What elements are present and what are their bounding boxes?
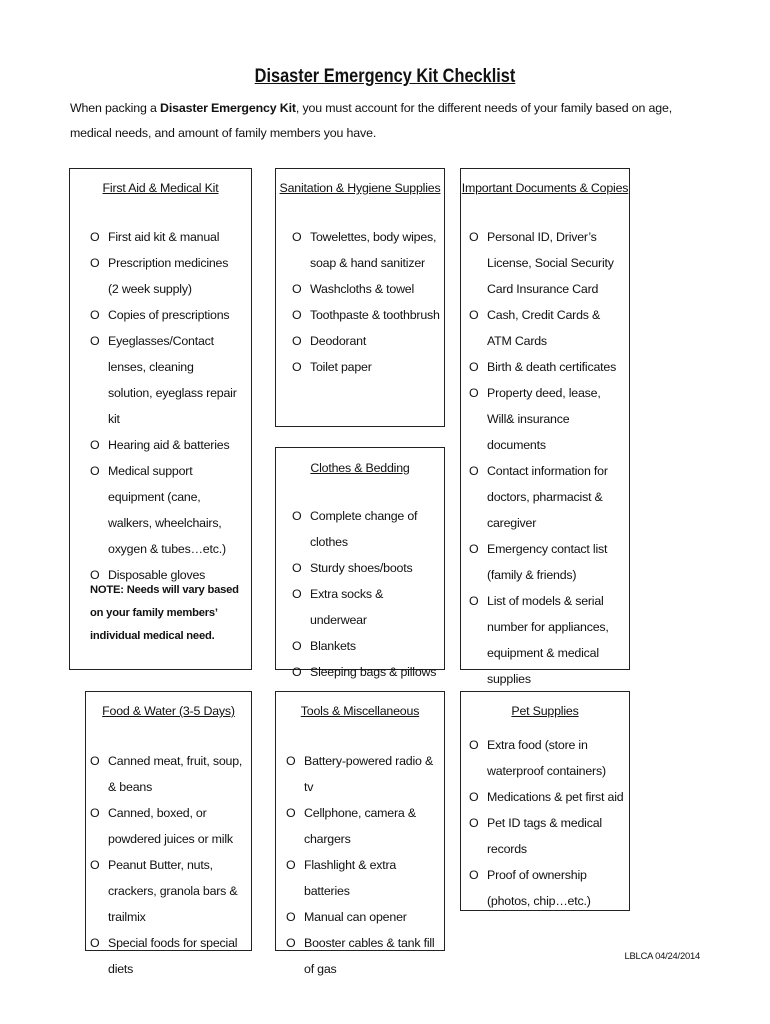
checklist-item-label: List of models & serial number for appliances, equipment & medical supplies [487, 594, 609, 686]
checklist-item [465, 588, 625, 692]
checklist-item-label: Emergency contact list (family & friends) [487, 542, 608, 582]
checkbox-circle-icon[interactable]: O [469, 816, 479, 830]
document-title: Disaster Emergency Kit Checklist [254, 66, 516, 87]
section-title: Important Documents & Copies [461, 181, 629, 195]
section-first-aid [69, 168, 252, 670]
checklist-item [86, 328, 238, 432]
checkbox-circle-icon[interactable]: O [286, 910, 296, 924]
checkbox-circle-icon[interactable]: O [292, 334, 302, 348]
checklist-item [465, 458, 625, 536]
checklist-item [465, 732, 625, 784]
checklist-item [288, 633, 443, 659]
checklist-item [465, 354, 625, 380]
checklist-item [282, 852, 440, 904]
checklist-item-label: Contact information for doctors, pharmacist & caregiver [487, 464, 608, 530]
checklist-item-label: Towelettes, body wipes, soap & hand sanitizer [310, 230, 437, 270]
checkbox-circle-icon[interactable]: O [90, 806, 100, 820]
item-list [288, 503, 443, 685]
checklist-item-label: Property deed, lease, Will& insurance documents [487, 386, 601, 452]
checklist-item-label: Canned, boxed, or powdered juices or milk [108, 806, 233, 846]
checklist-item-label: Medical support equipment (cane, walkers, wheelchairs, oxygen & tubes…etc.) [108, 464, 226, 556]
checkbox-circle-icon[interactable]: O [90, 464, 100, 478]
checklist-item-label: Deodorant [310, 334, 367, 348]
checklist-item [288, 555, 443, 581]
checklist-item-label: Cash, Credit Cards & ATM Cards [487, 308, 601, 348]
checkbox-circle-icon[interactable]: O [286, 806, 296, 820]
checklist-item [288, 659, 443, 685]
checklist-item [282, 800, 440, 852]
intro-text-start: When packing a [70, 101, 161, 115]
checkbox-circle-icon[interactable]: O [292, 282, 302, 296]
section-sanitation [275, 168, 445, 427]
checklist-item [465, 810, 625, 862]
checklist-item-label: Sleeping bags & pillows [310, 665, 437, 679]
checkbox-circle-icon[interactable]: O [292, 509, 302, 523]
intro-paragraph [70, 96, 696, 146]
checkbox-circle-icon[interactable]: O [469, 386, 479, 400]
checklist-item-label: Toothpaste & toothbrush [310, 308, 440, 322]
checklist-item-label: Flashlight & extra batteries [304, 858, 397, 898]
checklist-item-label: Washcloths & towel [310, 282, 415, 296]
checklist-item-label: Complete change of clothes [310, 509, 418, 549]
checklist-item-label: Extra socks & underwear [310, 587, 384, 627]
checklist-item-label: Booster cables & tank fill of gas [304, 936, 435, 976]
section-title: Pet Supplies [511, 704, 579, 718]
checklist-item-label: Battery-powered radio & tv [304, 754, 434, 794]
document-footer-code: LBLCA 04/24/2014 [624, 950, 700, 961]
checklist-item-label: Medications & pet first aid [487, 790, 624, 804]
item-list [86, 224, 238, 588]
checklist-item-label: Blankets [310, 639, 356, 653]
section-title: Food & Water (3-5 Days) [102, 704, 235, 718]
checklist-item [288, 302, 440, 328]
checkbox-circle-icon[interactable]: O [286, 936, 296, 950]
section-clothes [275, 447, 445, 679]
checkbox-circle-icon[interactable]: O [292, 665, 302, 679]
checkbox-circle-icon[interactable]: O [469, 542, 479, 556]
checklist-item [86, 432, 238, 458]
section-note: NOTE: Needs will vary based on your family members’ individual medical need. [90, 584, 239, 642]
checklist-item-label: Proof of ownership (photos, chip…etc.) [487, 868, 591, 908]
checklist-item [86, 250, 238, 302]
checklist-item-label: Manual can opener [304, 910, 407, 924]
checklist-item [465, 536, 625, 588]
checkbox-circle-icon[interactable]: O [469, 594, 479, 608]
checkbox-circle-icon[interactable]: O [469, 790, 479, 804]
checklist-item [465, 784, 625, 810]
checkbox-circle-icon[interactable]: O [292, 561, 302, 575]
checklist-item [282, 904, 440, 930]
checkbox-circle-icon[interactable]: O [292, 230, 302, 244]
section-title: First Aid & Medical Kit [102, 181, 219, 195]
checkbox-circle-icon[interactable]: O [469, 738, 479, 752]
section-pets [460, 691, 630, 911]
checkbox-circle-icon[interactable]: O [286, 754, 296, 768]
checklist-item [465, 380, 625, 458]
checkbox-circle-icon[interactable]: O [469, 360, 479, 374]
checklist-item-label: Pet ID tags & medical records [487, 816, 602, 856]
checklist-item-label: Special foods for special diets [108, 936, 238, 976]
checklist-item [86, 302, 238, 328]
checkbox-circle-icon[interactable]: O [469, 464, 479, 478]
section-food [85, 691, 252, 976]
checklist-item-label: Prescription medicines (2 week supply) [108, 256, 229, 296]
checklist-item [86, 748, 248, 800]
checklist-item [86, 852, 248, 930]
checkbox-circle-icon[interactable]: O [90, 754, 100, 768]
checklist-item [288, 328, 440, 354]
section-tools [275, 691, 445, 976]
checkbox-circle-icon[interactable]: O [469, 868, 479, 882]
item-list [288, 224, 440, 380]
checkbox-circle-icon[interactable]: O [90, 230, 100, 244]
item-list [282, 748, 440, 982]
checkbox-circle-icon[interactable]: O [90, 334, 100, 348]
checklist-item [282, 930, 440, 982]
checklist-item [465, 302, 625, 354]
checklist-item-label: Sturdy shoes/boots [310, 561, 413, 575]
checklist-item-label: Disposable gloves [108, 568, 206, 582]
checklist-item [288, 276, 440, 302]
checkbox-circle-icon[interactable]: O [90, 256, 100, 270]
checklist-item-label: Toilet paper [310, 360, 372, 374]
checkbox-circle-icon[interactable]: O [292, 360, 302, 374]
item-list [86, 748, 248, 982]
checklist-item-label: Copies of prescriptions [108, 308, 230, 322]
checkbox-circle-icon[interactable]: O [292, 308, 302, 322]
intro-text-bold: Disaster Emergency Kit [160, 101, 296, 115]
checklist-item-label: Birth & death certificates [487, 360, 617, 374]
checklist-item-label: Cellphone, camera & chargers [304, 806, 416, 846]
checklist-item [86, 458, 238, 562]
checklist-item-label: Hearing aid & batteries [108, 438, 230, 452]
item-list [465, 224, 625, 692]
checkbox-circle-icon[interactable]: O [469, 230, 479, 244]
checklist-item-label: Extra food (store in waterproof containers) [487, 738, 606, 778]
checklist-item [465, 862, 625, 914]
checklist-item [282, 748, 440, 800]
checkbox-circle-icon[interactable]: O [90, 308, 100, 322]
checkbox-circle-icon[interactable]: O [292, 639, 302, 653]
checklist-item-label: Personal ID, Driver’s License, Social Security Card Insurance Card [487, 230, 614, 296]
checklist-item [288, 503, 443, 555]
checklist-item [288, 224, 440, 276]
checklist-item-label: Peanut Butter, nuts, crackers, granola bars & trailmix [108, 858, 238, 924]
checkbox-circle-icon[interactable]: O [90, 438, 100, 452]
intro-text-end: , you must account for the different needs of your family based on age, medical needs, and amount of family members you have. [70, 101, 673, 140]
checklist-item [288, 354, 440, 380]
checklist-item [465, 224, 625, 302]
section-title: Tools & Miscellaneous [300, 704, 420, 718]
checklist-item [288, 581, 443, 633]
checklist-item [86, 224, 238, 250]
checklist-item [86, 800, 248, 852]
checkbox-circle-icon[interactable]: O [90, 858, 100, 872]
checklist-item-label: Canned meat, fruit, soup, & beans [108, 754, 243, 794]
checklist-item [86, 930, 248, 982]
checkbox-circle-icon[interactable]: O [90, 568, 100, 582]
section-title: Sanitation & Hygiene Supplies [279, 181, 441, 195]
section-documents [460, 168, 630, 686]
checkbox-circle-icon[interactable]: O [90, 936, 100, 950]
item-list [465, 732, 625, 914]
checkbox-circle-icon[interactable]: O [286, 858, 296, 872]
checklist-item-label: Eyeglasses/Contact lenses, cleaning solution, eyeglass repair kit [108, 334, 237, 426]
checklist-item-label: First aid kit & manual [108, 230, 220, 244]
section-title: Clothes & Bedding [310, 461, 410, 475]
checkbox-circle-icon[interactable]: O [292, 587, 302, 601]
checkbox-circle-icon[interactable]: O [469, 308, 479, 322]
